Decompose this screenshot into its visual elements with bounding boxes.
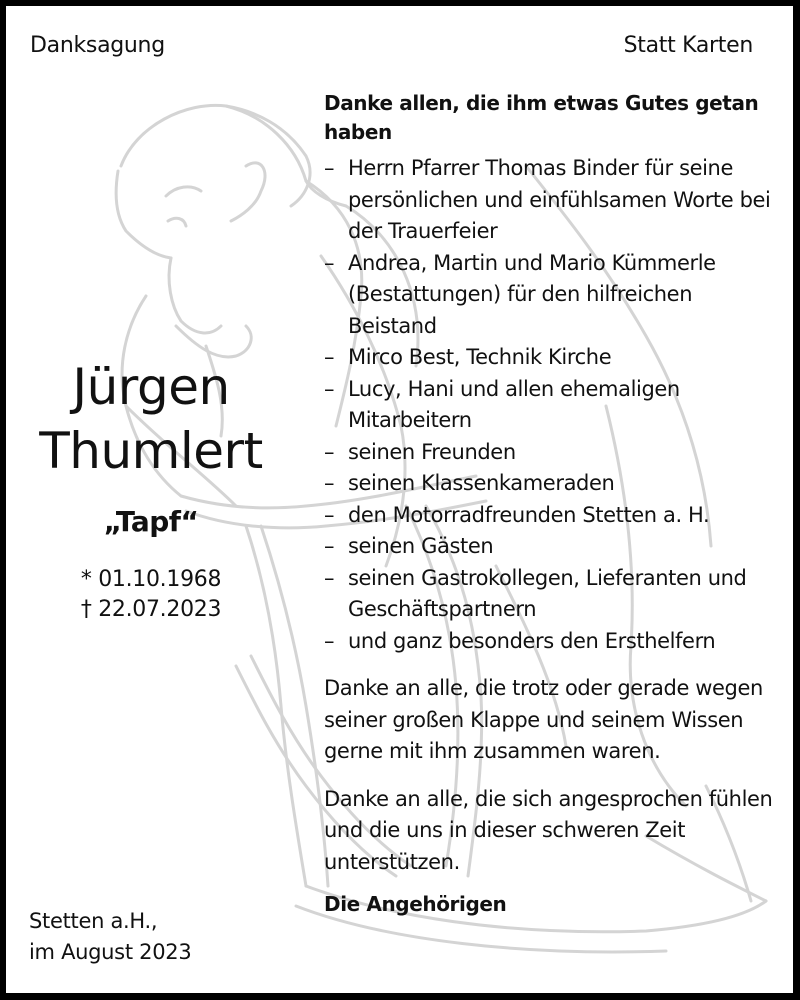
dash-bullet: –	[324, 471, 335, 495]
dash-bullet: –	[324, 502, 335, 527]
death-date: † 22.07.2023	[80, 597, 222, 622]
date: im August 2023	[29, 940, 192, 964]
header-statt-karten: Statt Karten	[623, 33, 753, 58]
deceased-first-name: Jürgen	[72, 358, 230, 416]
thanks-item: – Andrea, Martin und Mario Kümmerle (Bestattungen) für den hilfreichen Beistand	[324, 248, 774, 343]
dash-bullet: –	[324, 534, 335, 558]
thanks-paragraph-1: Danke an alle, die trotz oder gerade wegen seiner großen Klappe und seinem Wissen gerne mit ihm zusammen waren.	[324, 676, 763, 763]
deceased-nickname: „Tapf“	[103, 505, 199, 538]
thanks-item: – seinen Gästen	[324, 531, 774, 563]
thanks-item: – seinen Klassenkameraden	[324, 468, 774, 500]
life-dates	[6, 565, 296, 625]
deceased-last-name: Thumlert	[39, 422, 263, 480]
thanks-item: – seinen Gastrokollegen, Lieferanten und Geschäftspartnern	[324, 563, 774, 626]
dash-bullet: –	[324, 565, 335, 590]
dash-bullet: –	[324, 250, 335, 275]
thanks-item: – und ganz besonders den Ersthelfern	[324, 626, 774, 658]
place-and-date	[29, 906, 191, 968]
thanks-paragraph-2: Danke an alle, die sich angesprochen fühlen und die uns in dieser schweren Zeit unterstützen.	[324, 786, 773, 874]
thanks-item: – Lucy, Hani und allen ehemaligen Mitarbeitern	[324, 374, 774, 437]
dash-bullet: –	[324, 628, 335, 653]
thanks-item: – seinen Freunden	[324, 437, 774, 469]
thanks-item: – Herrn Pfarrer Thomas Binder für seine persönlichen und einfühlsamen Worte bei der Trauerfeier	[324, 153, 774, 248]
dash-bullet: –	[324, 439, 335, 464]
place: Stetten a.H.,	[29, 909, 158, 933]
header-danksagung: Danksagung	[30, 33, 165, 58]
thanks-list	[324, 153, 774, 657]
signoff-relatives: Die Angehörigen	[324, 892, 507, 916]
dash-bullet: –	[324, 345, 335, 369]
dash-bullet: –	[324, 376, 335, 401]
deceased-info	[6, 355, 296, 625]
birth-date: * 01.10.1968	[80, 567, 222, 592]
thanks-item: – den Motorradfreunden Stetten a. H.	[324, 500, 774, 532]
thanks-section	[324, 89, 774, 916]
thanks-item: – Mirco Best, Technik Kirche	[324, 342, 774, 374]
thanks-intro: Danke allen, die ihm etwas Gutes getan haben	[324, 91, 759, 144]
dash-bullet: –	[324, 156, 335, 180]
